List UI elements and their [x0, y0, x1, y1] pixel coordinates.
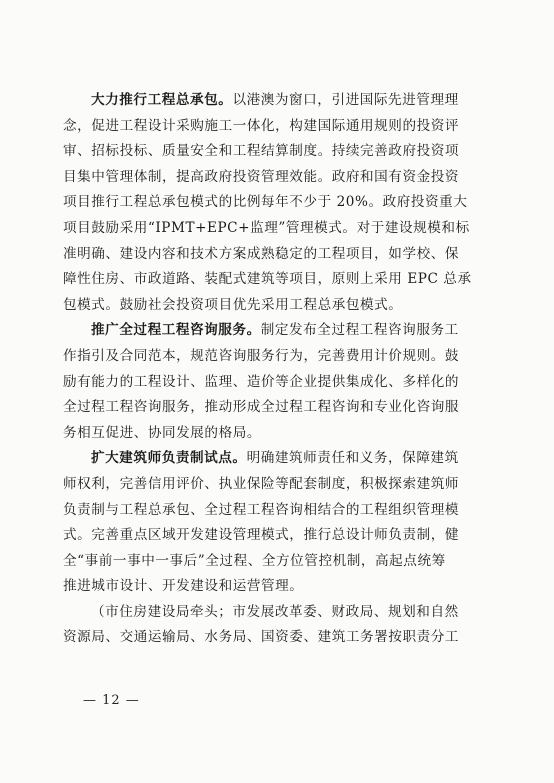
- page-number: — 12 —: [83, 693, 140, 708]
- paragraph-line: 项目推行工程总承包模式的比例每年不少于 20%。政府投资重大: [63, 194, 468, 211]
- paragraph-line: 式。完善重点区域开发建设管理模式，推行总设计师负责制，健: [63, 527, 460, 544]
- paragraph-line: （市住房建设局牵头；市发展改革委、财政局、规划和自然: [91, 603, 459, 620]
- paragraph-line: 作指引及合同范本，规范咨询服务行为，完善费用计价规则。鼓: [63, 347, 460, 364]
- paragraph-responsible-departments: [63, 600, 489, 651]
- paragraph-line: 准明确、建设内容和技术方案成熟稳定的工程项目，如学校、保: [63, 245, 460, 262]
- document-body: [63, 88, 489, 651]
- paragraph-line: 障性住房、市政道路、装配式建筑等项目，原则上采用 EPC 总承: [63, 271, 472, 288]
- paragraph-line: 审、招标投标、质量安全和工程结算制度。持续完善政府投资项: [63, 143, 460, 160]
- paragraph-line: 推进城市设计、开发建设和运营管理。: [63, 578, 304, 595]
- paragraph-line: 资源局、交通运输局、水务局、国资委、建筑工务署按职责分工: [63, 629, 460, 646]
- paragraph-line: 全过程工程咨询服务，推动形成全过程工程咨询和专业化咨询服: [63, 399, 460, 416]
- paragraph-line: 目集中管理体制，提高政府投资管理效能。政府和国有资金投资: [63, 168, 460, 185]
- paragraph-line: 推广全过程工程咨询服务。制定发布全过程工程咨询服务工: [91, 322, 459, 339]
- paragraph-consulting-services: [63, 318, 489, 446]
- paragraph-line: 务相互促进、协同发展的格局。: [63, 424, 262, 441]
- paragraph-general-contracting: [63, 88, 489, 318]
- paragraph-lead: 推广全过程工程咨询服务。: [91, 322, 261, 339]
- paragraph-architect-responsibility: [63, 446, 489, 600]
- paragraph-line: 包模式。鼓励社会投资项目优先采用工程总承包模式。: [63, 296, 403, 313]
- paragraph-line: 励有能力的工程设计、监理、造价等企业提供集成化、多样化的: [63, 373, 460, 390]
- paragraph-line: 项目鼓励采用“IPMT+EPC+监理”管理模式。对于建设规模和标: [63, 219, 470, 236]
- paragraph-line: 负责制与工程总承包、全过程工程咨询相结合的工程组织管理模: [63, 501, 460, 518]
- paragraph-line: 全“事前一事中一事后”全过程、全方位管控机制，高起点统筹: [63, 552, 446, 569]
- paragraph-line: 念，促进工程设计采购施工一体化，构建国际通用规则的投资评: [63, 117, 460, 134]
- paragraph-lead: 扩大建筑师负责制试点。: [91, 450, 247, 467]
- paragraph-lead: 大力推行工程总承包。: [91, 92, 233, 108]
- paragraph-line: 扩大建筑师负责制试点。明确建筑师责任和义务，保障建筑: [91, 450, 459, 467]
- paragraph-line: 大力推行工程总承包。以港澳为窗口，引进国际先进管理理: [91, 92, 459, 108]
- paragraph-line: 师权利，完善信用评价、执业保险等配套制度，积极探索建筑师: [63, 475, 460, 492]
